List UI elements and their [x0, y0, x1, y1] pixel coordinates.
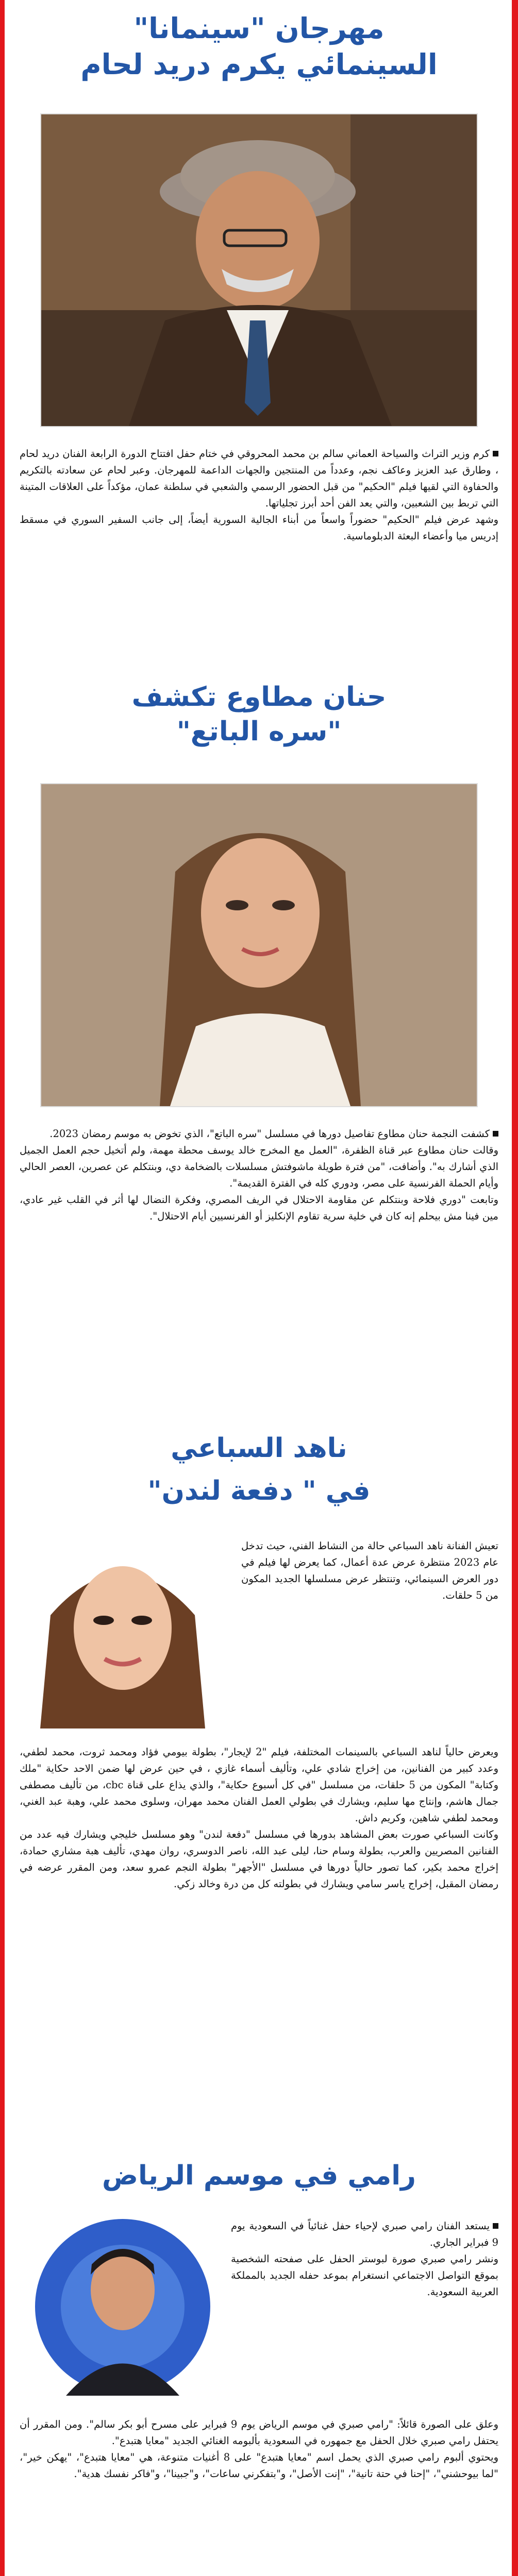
paragraph-text: وعلق على الصورة قائلاً: "رامي صبري في موسم الرياض يوم 9 فبراير على مسرح أبو بكر سالم". ومن المقرر أن يحتفل رامي صبري خلال الحفل مع جمهوره في السعودية بألبومه الغنائي الجديد "معايا هتبدع".	[20, 2418, 499, 2447]
portrait-illustration	[30, 2218, 215, 2396]
paragraph	[231, 2218, 498, 2251]
portrait-illustration	[20, 1538, 226, 1728]
paragraph	[231, 2251, 498, 2300]
headline	[20, 680, 498, 749]
paragraph	[20, 2449, 498, 2482]
paragraph-text: وكانت السباعي صورت بعض المشاهد بدورها في مسلسل "دفعة لندن" وهو مسلسل خليجي ويشارك فيه عدد من الفنانين المصريين والعرب، بطولة وسام حنا، ليلى عبد الله، ناصر الدوسري، روان مهدي، تأليف هبة مشاري حمادة، إخراج محمد بكير، كما تصور حالياً دورها في مسلسل "الأجهر" بطولة النجم عمرو سعد، ومن المقرر عرضه في رمضان المقبل، إخراج ياسر سامي ويشارك في بطولته كل من درة وخالد زكي.	[20, 1828, 498, 1890]
paragraph	[241, 1538, 498, 1604]
article-body	[20, 446, 498, 545]
headline	[20, 10, 498, 83]
headline	[20, 2159, 498, 2193]
article-body-intro	[231, 2218, 498, 2300]
bullet-square-icon	[493, 2223, 498, 2229]
paragraph	[20, 1192, 498, 1225]
paragraph	[20, 446, 498, 512]
article-ramy-sabry	[20, 2159, 498, 2576]
paragraph	[20, 1142, 498, 1192]
headline-line-2: في " دفعة لندن"	[147, 1476, 371, 1507]
paragraph-text: وتابعت "دوري فلاحة وبنتكلم عن مقاومة الاحتلال في الريف المصري، وفكرة النضال لها أثر في القلب غير عادي، مين فينا مش بيحلم إنه كان في خلية سرية تقاوم الإنكليز أو الفرنسيين أيام الاحتلال".	[20, 1194, 498, 1222]
portrait-illustration	[41, 784, 477, 1106]
paragraph-text: كشفت النجمة حنان مطاوع تفاصيل دورها في مسلسل "سره الباتع"، الذي تخوض به موسم رمضان 2023.	[49, 1128, 490, 1140]
paragraph-text: كرم وزير التراث والسياحة العماني سالم بن محمد المحروقي في ختام حفل افتتاح الدورة الرابعة الفنان دريد لحام ، وطارق عبد العزيز وعاكف نجم، وعدداً من المنتجين والجهات الداعمة للمهرجان. وعبر لحام عن سعادته بالتكريم والحفاوة التي لقيها فيلم "الحكيم" من قبل الحضور الرسمي والشعبي في سلطنة عمان، مؤكداً على العلاقات المتينة التي تربط بين الشعبين، والتي يعد الفن أحد أبرز تجلياتها.	[20, 448, 498, 509]
paragraph-text: ونشر رامي صبري صورة لبوستر الحفل على صفحته الشخصية بموقع التواصل الاجتماعي انستغرام بموعد حفله الجديد بالمملكة العربية السعودية.	[231, 2253, 498, 2298]
article-body	[20, 1744, 498, 1892]
paragraph-text: يستعد الفنان رامي صبري لإحياء حفل غنائياً في السعودية يوم 9 فبراير الجاري.	[231, 2220, 498, 2248]
paragraph-text: وقالت حنان مطاوع عبر قناة الظفرة، "العمل مع المخرج خالد يوسف محطة مهمة، ولم أتخيل حجم العمل الجميل الذي أشارك به". وأضافت، "من فترة طويلة ماشوفتش مسلسلات بالضخامة دي، وبنتكلم عن عصرين، العصر الحالي وأيام الحملة الفرنسية على مصر، ودوري كله في الفترة القديمة".	[20, 1144, 498, 1189]
article-body	[20, 1126, 498, 1225]
headline	[20, 1427, 498, 1513]
paragraph-text: وشهد عرض فيلم "الحكيم" حضوراً واسعاً من أبناء الجالية السورية أيضاً، إلى جانب السفير السوري في مسقط إدريس ميا وأعضاء البعثة الدبلوماسية.	[20, 514, 498, 542]
headline-line-1: مهرجان "سينمانا"	[133, 12, 385, 45]
newspaper-page	[20, 0, 498, 2576]
paragraph	[20, 2416, 498, 2449]
article-nahed-elsebai	[20, 1427, 498, 2133]
paragraph-text: ويعرض حالياً لناهد السباعي بالسينمات المختلفة، فيلم "2 لإيجار"، بطولة بيومي فؤاد ومحمد ثروت، محمد لطفي، وعدد كبير من الفنانين، من إخراج شادي علي، وتأليف أسماء غازي ، في حين عرض لها ضمن الاحد حكاية "ملك وكتابة" المكون من 5 حلقات، من مسلسل "في كل أسبوع حكاية"، والذي يذاع على قناة cbc، من تأليف مصطفى جمال هاشم، وإنتاج مها سليم، ويشارك في بطولي العمل الفنان محمد مهران، وسلوى محمد علي، وهبة عبد الغني، ومحمد لطفي شاهين، وكريم داش.	[20, 1746, 499, 1824]
photo-hanan-motawea	[40, 783, 478, 1107]
paragraph	[20, 1826, 498, 1892]
photo-nahed-elsebai	[20, 1538, 226, 1728]
paragraph	[20, 1126, 498, 1142]
bullet-square-icon	[493, 451, 498, 456]
article-body-intro	[241, 1538, 498, 1604]
headline-line-1: ناهد السباعي	[171, 1433, 347, 1464]
portrait-illustration	[41, 114, 477, 426]
article-hanan-motawea	[20, 680, 498, 1401]
right-accent-rule	[512, 0, 518, 2576]
photo-duraid-laham	[40, 113, 478, 427]
headline-line-1: حنان مطاوع تكشف	[131, 682, 387, 713]
bullet-square-icon	[493, 1131, 498, 1137]
paragraph-text: تعيش الفنانة ناهد السباعي حالة من النشاط الفني، حيث تدخل عام 2023 منتظرة عرض عدة أعمال، كما يعرض لها فيلم في دور العرض السينمائي، وتنتظر عرض مسلسلها الجديد المكون من 5 حلقات.	[241, 1540, 498, 1601]
paragraph	[20, 1744, 498, 1826]
headline-line-1: رامي في موسم الرياض	[102, 2160, 416, 2191]
article-duraid-laham	[20, 10, 498, 665]
article-body	[20, 2416, 498, 2482]
paragraph-text: ويحتوي ألبوم رامي صبري الذي يحمل اسم "معايا هتبدع" على 8 أغنيات متنوعة، هي "معايا هتبدع"، "يهكن خير"، "لما بيوحشني"، "إحنا في حتة تانية"، "إنت الأصل"، و"بتفكرني ساعات"، و"جبينا"، و"فاكر نفسك هدية".	[20, 2451, 498, 2480]
photo-ramy-sabry	[30, 2218, 215, 2396]
left-accent-rule	[0, 0, 5, 2576]
headline-line-2: "سره الباتع"	[176, 716, 342, 747]
headline-line-2: السينمائي يكرم دريد لحام	[80, 48, 438, 81]
paragraph	[20, 512, 498, 545]
